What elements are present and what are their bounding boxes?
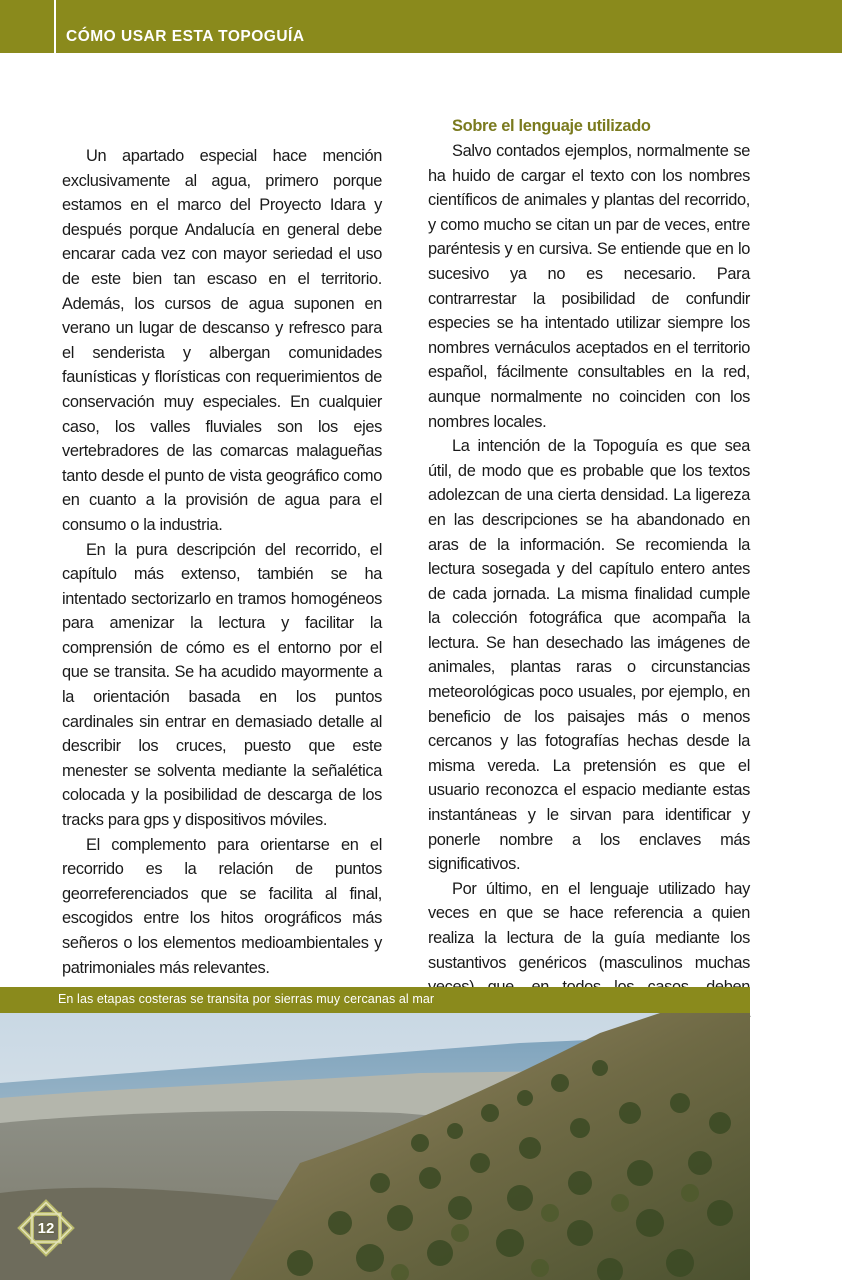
landscape-photo <box>0 1013 750 1280</box>
paragraph: La intención de la Topoguía es que sea útil, de modo que es probable que los textos adolezcan de una cierta densidad. La ligereza en las descripciones se ha abandonado en aras de la información. Se recomienda la lectura sosegada y del capítulo entero antes de cada jornada. La misma finalidad cumple la colección fotográfica que acompaña la lectura. Se han desechado las imágenes de animales, plantas raras o circunstancias meteorológicas poco usuales, por ejemplo, en beneficio de los paisajes más o menos cercanos y las fotografías hechas desde la misma vereda. La pretensión es que el usuario reconozca el espacio mediante estas instantáneas y le sirvan para identificar y ponerle nombre a los enclaves más significativos. <box>428 437 750 874</box>
paragraph: Un apartado especial hace mención exclusivamente al agua, primero porque estamos en el marco del Proyecto Idara y después porque Andalucía en general debe encarar cada vez con mayor seriedad el uso de este bien tan escaso en el territorio. Además, los cursos de agua suponen en verano un lugar de descanso y refresco para el senderista y albergan comunidades faunísticas y florísticas con requerimientos de conservación muy especiales. En cualquier caso, los valles fluviales son los ejes vertebradores de las comarcas malagueñas tanto desde el punto de vista geográfico como en cuanto a la provisión de agua para el consumo o la industria. <box>62 147 382 534</box>
paragraph: El complemento para orientarse en el recorrido es la relación de puntos georreferenciados que se facilita al final, escogidos entre los hitos orográficos más señeros o los elementos medioambientales y patrimoniales más relevantes. <box>62 835 382 977</box>
page-number: 12 <box>37 1219 55 1237</box>
header-divider <box>54 0 56 53</box>
paragraph: Por último, en el lenguaje utilizado hay veces en que se hace referencia a quien realiza la lectura de la guía mediante los sustantivos genéricos (masculinos muchas <box>428 879 750 972</box>
left-column <box>62 144 382 980</box>
section-header <box>0 0 842 53</box>
photo-caption: En las etapas costeras se transita por sierras muy cercanas al mar <box>58 992 435 1006</box>
subheading: Sobre el lenguaje utilizado <box>452 117 651 135</box>
section-title: CÓMO USAR ESTA TOPOGUÍA <box>66 28 305 45</box>
paragraph: En la pura descripción del recorrido, el capítulo más extenso, también se ha intentado sectorizarlo en tramos homogéneos para amenizar la lectura y facilitar la comprensión de cómo es el entorno por el que se transita. Se ha acudido mayormente a la orientación basada en los puntos cardinales sin entrar en demasiado detalle al describir los cruces, puesto que este menester se solventa mediante la señalética colocada y la posibilidad de descarga de los tracks para gps y dispositivos móviles. <box>62 540 382 830</box>
right-column <box>428 114 750 1049</box>
landscape-illustration <box>0 1013 750 1280</box>
paragraph: Salvo contados ejemplos, normalmente se ha huido de cargar el texto con los nombres científicos de animales y plantas del recorrido, y como mucho se citan un par de veces, entre paréntesis y en cursiva. Se entiende que en lo sucesivo ya no es necesario. Para contrarrestar la posibilidad de confundir especies se ha intentado utilizar siempre los nombres vernáculos aceptados en el territorio español, fácilmente consultables en la red, aunque normalmente no coinciden con los nombres locales. <box>428 142 750 431</box>
photo-caption-bar <box>0 987 750 1013</box>
